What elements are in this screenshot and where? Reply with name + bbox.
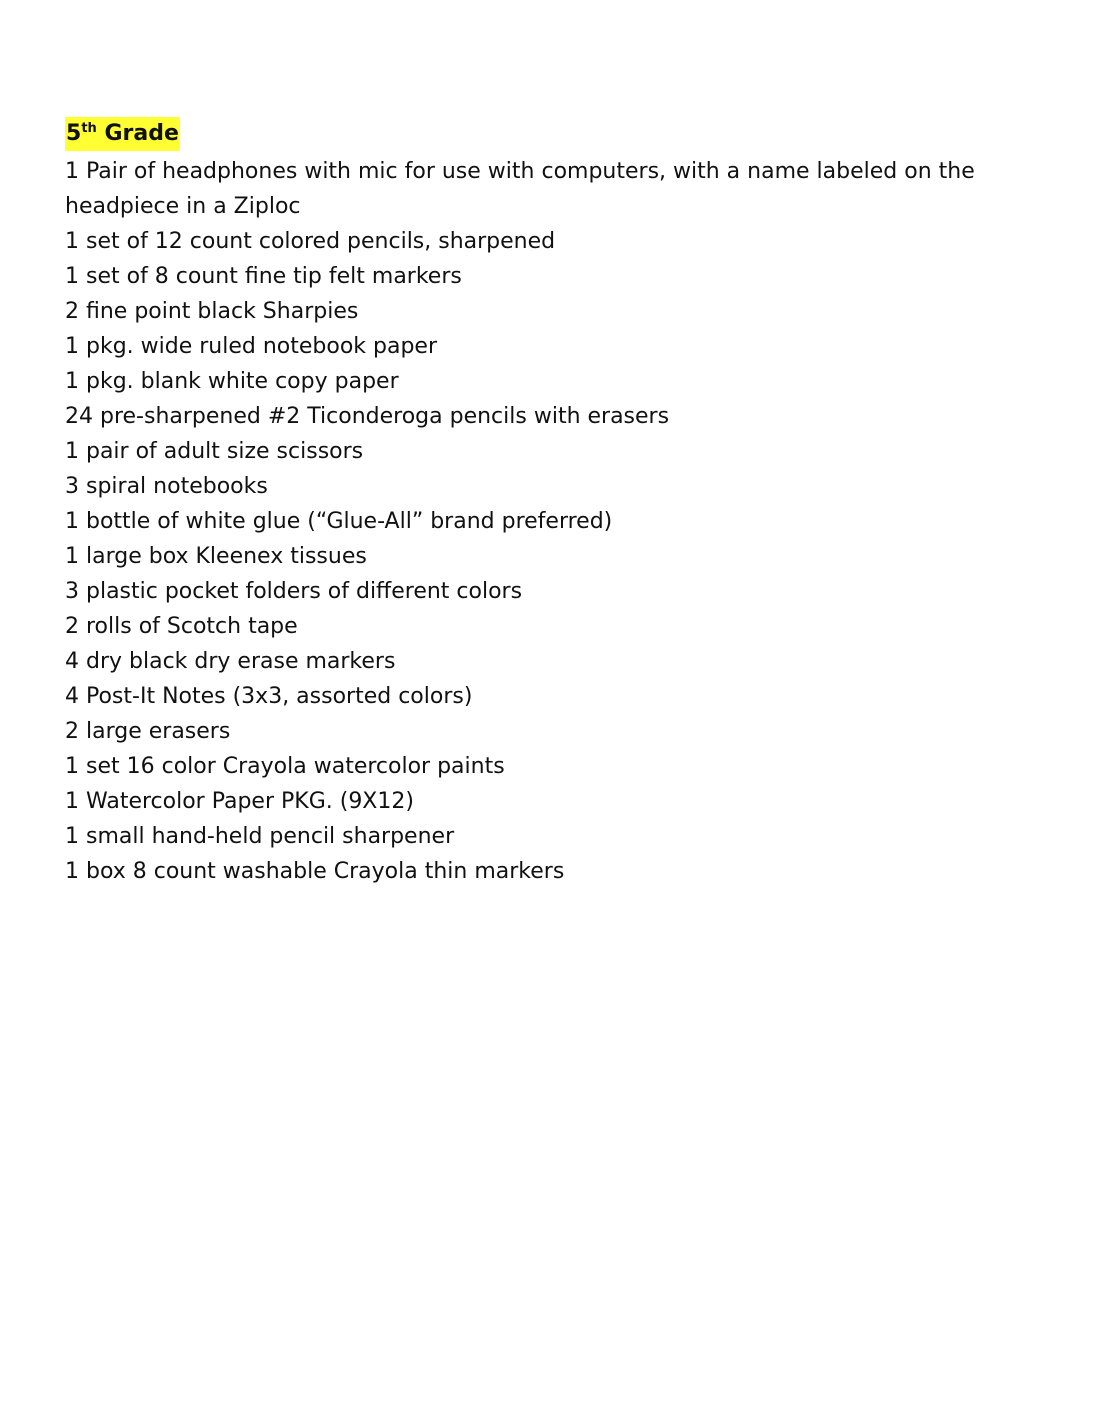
list-item: 1 large box Kleenex tissues bbox=[65, 544, 367, 569]
list-item: 1 box 8 count washable Crayola thin markers bbox=[65, 859, 565, 884]
list-item: 4 Post-It Notes (3x3, assorted colors) bbox=[65, 684, 473, 709]
list-item: 1 bottle of white glue (“Glue-All” brand preferred) bbox=[65, 509, 613, 534]
supply-list-content bbox=[65, 116, 1055, 889]
list-item: 1 pkg. wide ruled notebook paper bbox=[65, 334, 438, 359]
list-item: 4 dry black dry erase markers bbox=[65, 649, 396, 674]
list-item: 1 set of 12 count colored pencils, sharpened bbox=[65, 229, 556, 254]
list-item: 1 pkg. blank white copy paper bbox=[65, 369, 399, 394]
supply-list bbox=[65, 154, 1055, 889]
grade-word: Grade bbox=[104, 121, 179, 146]
list-item: 1 set of 8 count fine tip felt markers bbox=[65, 264, 462, 289]
grade-heading bbox=[65, 117, 180, 151]
list-item: 1 pair of adult size scissors bbox=[65, 439, 364, 464]
list-item: 1 Pair of headphones with mic for use with computers, with a name labeled on the headpiece in a Ziploc bbox=[65, 159, 975, 219]
list-item: 2 rolls of Scotch tape bbox=[65, 614, 298, 639]
grade-ordinal-suffix: th bbox=[81, 121, 97, 136]
list-item: 3 plastic pocket folders of different colors bbox=[65, 579, 523, 604]
list-item: 24 pre-sharpened #2 Ticonderoga pencils with erasers bbox=[65, 404, 670, 429]
list-item: 3 spiral notebooks bbox=[65, 474, 268, 499]
list-item: 2 large erasers bbox=[65, 719, 231, 744]
list-item: 2 fine point black Sharpies bbox=[65, 299, 359, 324]
list-item: 1 set 16 color Crayola watercolor paints bbox=[65, 754, 505, 779]
list-item: 1 small hand-held pencil sharpener bbox=[65, 824, 455, 849]
grade-number: 5 bbox=[66, 121, 82, 146]
list-item: 1 Watercolor Paper PKG. (9X12) bbox=[65, 789, 414, 814]
